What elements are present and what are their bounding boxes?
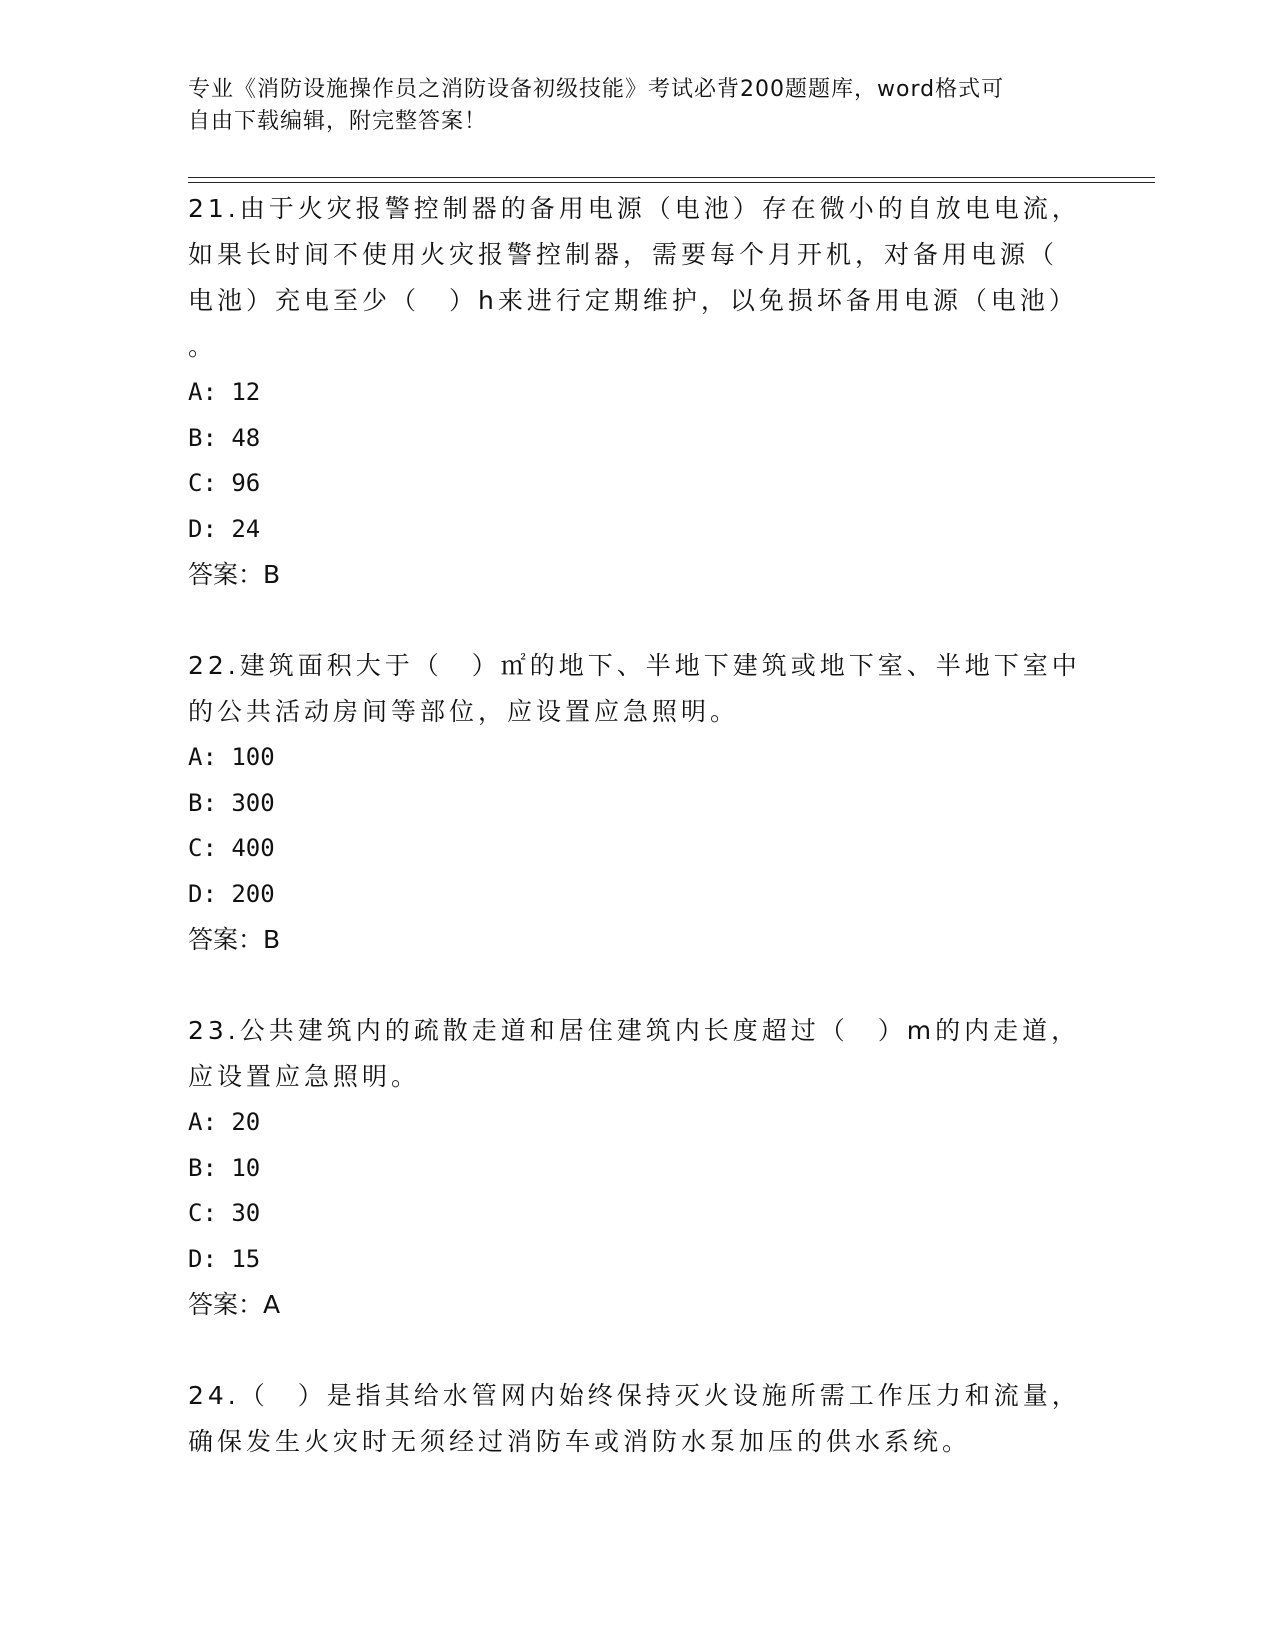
- question-22: [188, 643, 1088, 963]
- question-spacer: [188, 963, 1088, 1008]
- option-b: B: 10: [188, 1153, 261, 1182]
- question-spacer: [188, 598, 1088, 643]
- header-divider-top: [188, 177, 1155, 178]
- question-text-line: 21.由于火灾报警控制器的备用电源（电池）存在微小的自放电电流，: [188, 194, 1081, 223]
- option-b: B: 48: [188, 423, 261, 452]
- option-a: A: 100: [188, 743, 275, 771]
- header-line-2: 自由下载编辑，附完整答案！: [188, 109, 488, 134]
- question-text-line: 的公共活动房间等部位，应设置应急照明。: [188, 697, 740, 726]
- option-d: D: 200: [188, 879, 275, 908]
- option-a: A: 12: [188, 378, 261, 406]
- option-c: C: 400: [188, 834, 275, 862]
- question-21: [188, 186, 1088, 598]
- question-text-line: 22.建筑面积大于（ ）㎡的地下、半地下建筑或地下室、半地下室中: [188, 651, 1081, 680]
- question-text-line: 23.公共建筑内的疏散走道和居住建筑内长度超过（ ）m的内走道，: [188, 1016, 1081, 1045]
- question-list: [188, 186, 1088, 1465]
- question-text-line: 如果长时间不使用火灾报警控制器，需要每个月开机，对备用电源（: [188, 240, 1059, 269]
- header-divider-bottom: [188, 182, 1155, 183]
- document-header: [188, 74, 1088, 138]
- option-c: C: 30: [188, 1199, 261, 1227]
- question-text-line: 电池）充电至少（ ）h来进行定期维护，以免损坏备用电源（电池）: [188, 286, 1078, 315]
- option-d: D: 15: [188, 1244, 261, 1273]
- question-23: [188, 1008, 1088, 1328]
- option-d: D: 24: [188, 514, 261, 543]
- question-text-line: 24.（ ）是指其给水管网内始终保持灭火设施所需工作压力和流量，: [188, 1381, 1081, 1410]
- answer: 答案：B: [188, 560, 281, 589]
- question-text-line: 应设置应急照明。: [188, 1062, 421, 1091]
- answer: 答案：B: [188, 925, 281, 954]
- question-text-line: 确保发生火灾时无须经过消防车或消防水泵加压的供水系统。: [188, 1427, 972, 1456]
- option-a: A: 20: [188, 1108, 261, 1136]
- header-line-1: 专业《消防设施操作员之消防设备初级技能》考试必背200题题库，word格式可: [188, 77, 1005, 102]
- question-24: [188, 1373, 1088, 1465]
- option-c: C: 96: [188, 469, 261, 497]
- option-b: B: 300: [188, 788, 275, 817]
- question-spacer: [188, 1328, 1088, 1373]
- question-text-line: 。: [188, 332, 218, 361]
- answer: 答案：A: [188, 1290, 281, 1319]
